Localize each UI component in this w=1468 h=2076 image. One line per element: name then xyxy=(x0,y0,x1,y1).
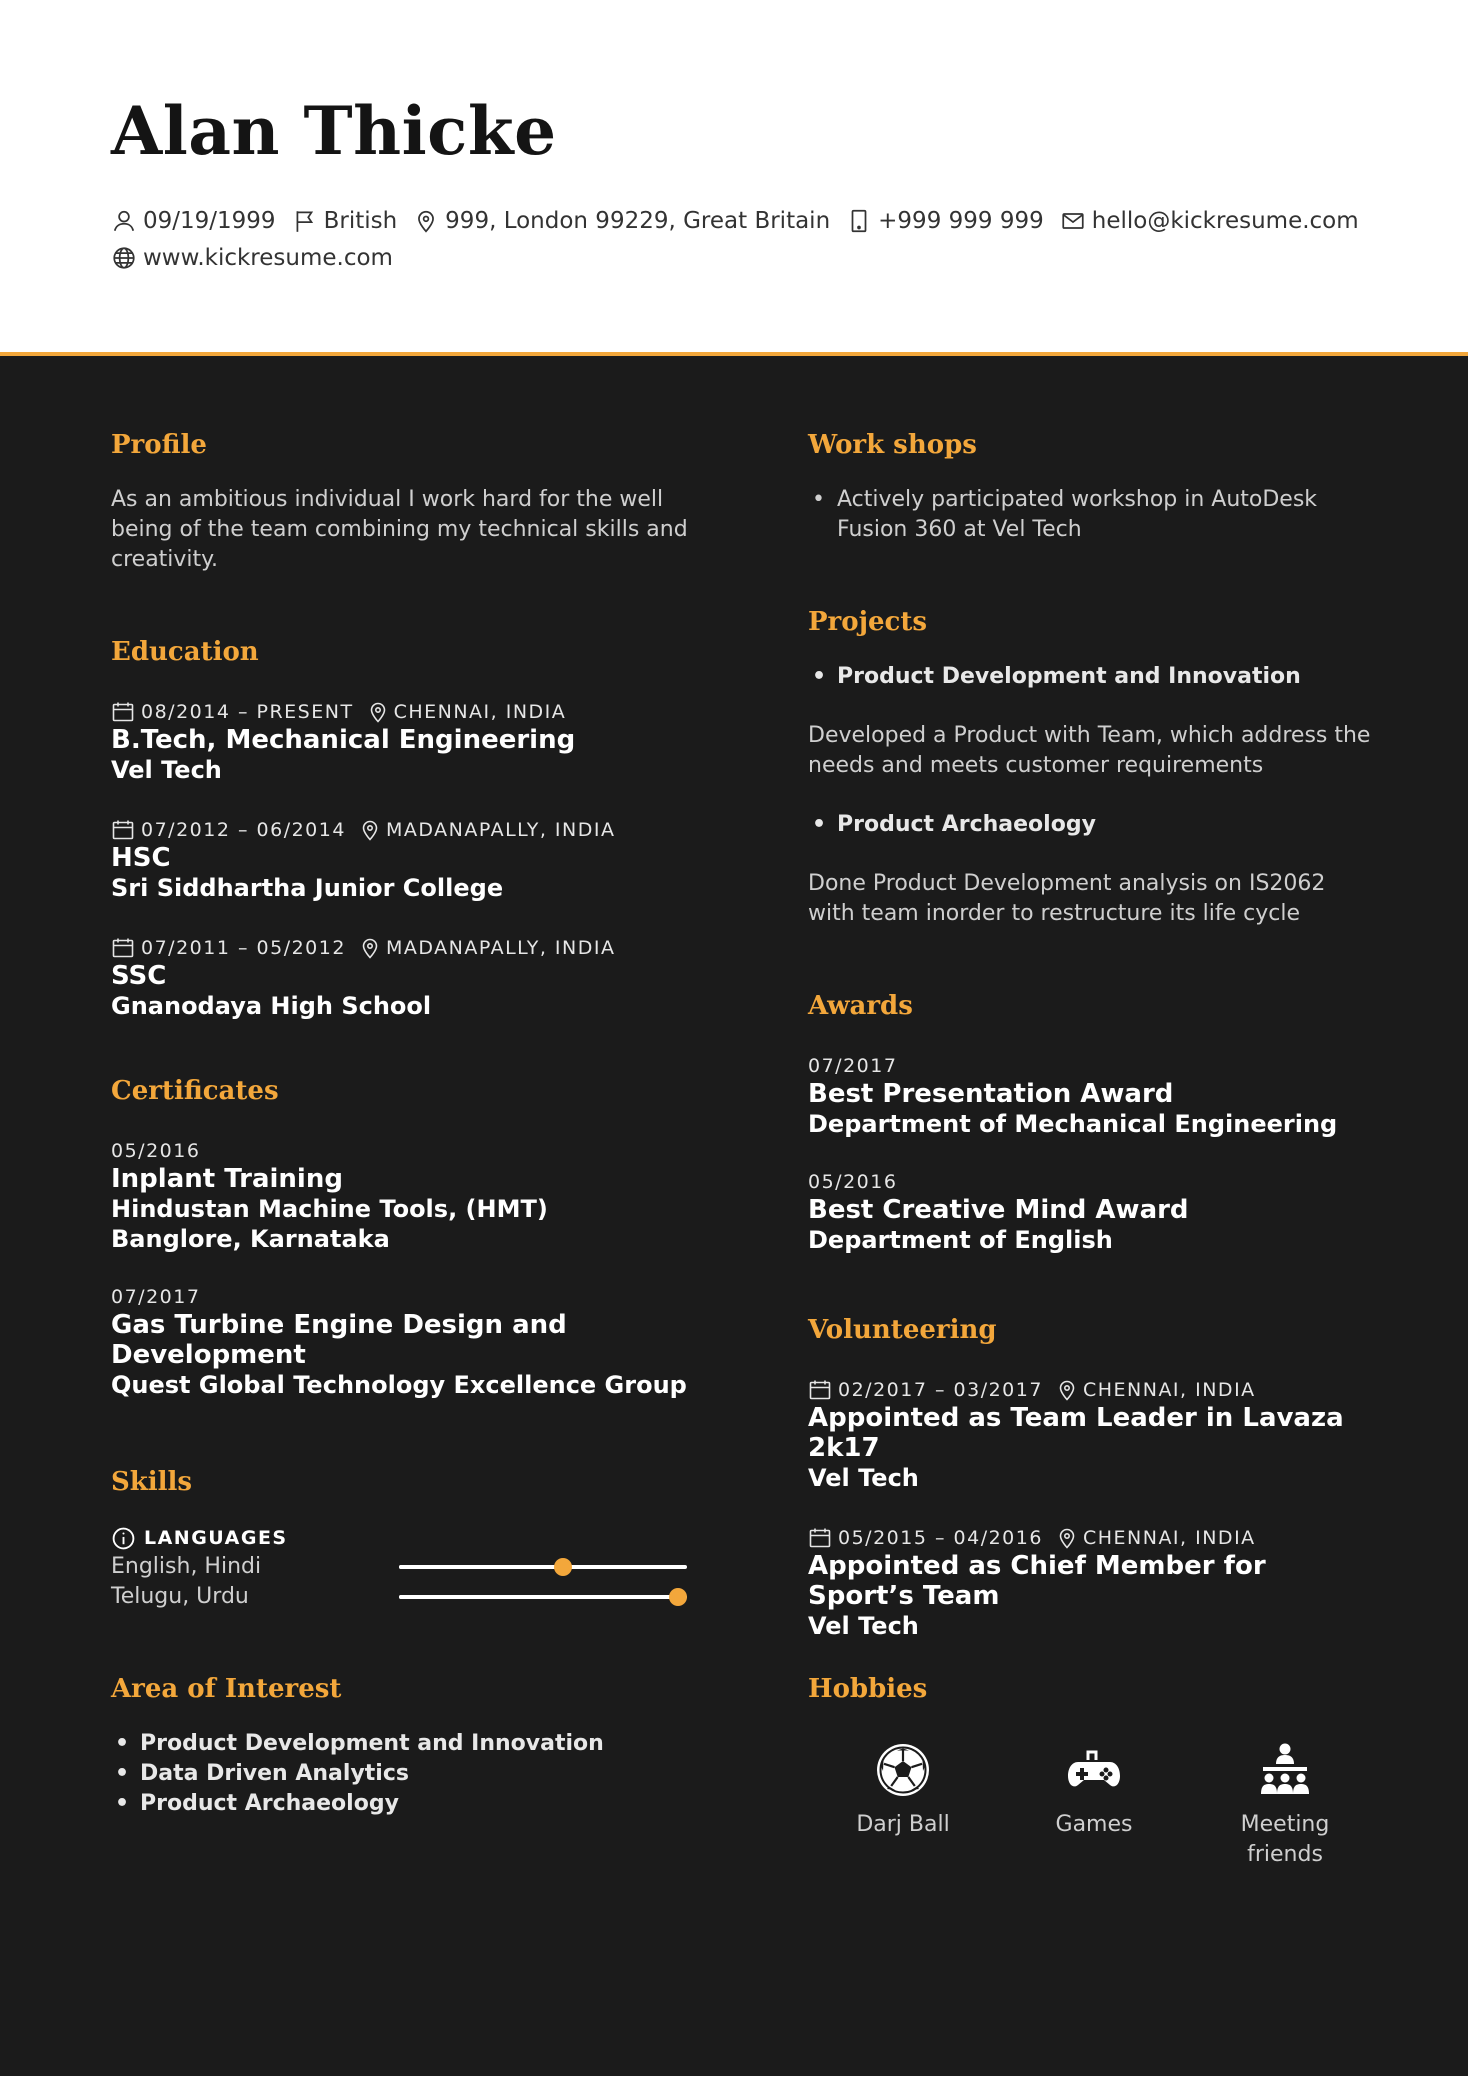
award-issuer: Department of English xyxy=(808,1226,1113,1254)
interest-item: • Data Driven Analytics xyxy=(111,1759,691,1789)
education-degree: HSC xyxy=(111,843,171,873)
education-dates: 08/2014 – PRESENT xyxy=(141,701,354,723)
certificate-date: 05/2016 xyxy=(111,1140,201,1162)
volunteering-org: Vel Tech xyxy=(808,1612,919,1640)
award-entry xyxy=(808,1053,1398,1139)
volunteering-meta xyxy=(808,1377,1398,1403)
volunteering-location: CHENNAI, INDIA xyxy=(1082,1379,1256,1401)
volunteering-dates: 05/2015 – 04/2016 xyxy=(838,1527,1043,1549)
gamepad-icon xyxy=(1064,1740,1124,1800)
skills-title: Skills xyxy=(111,1467,193,1497)
certificate-name: Inplant Training xyxy=(111,1164,343,1194)
volunteering-location: CHENNAI, INDIA xyxy=(1082,1527,1256,1549)
project-name-list xyxy=(808,810,1398,840)
envelope-icon xyxy=(1060,208,1086,234)
hobby-item xyxy=(1014,1740,1174,1840)
certificate-entry xyxy=(111,1284,691,1400)
interest-item: • Product Archaeology xyxy=(111,1789,691,1819)
education-school: Vel Tech xyxy=(111,756,222,784)
hobby-item xyxy=(1205,1740,1365,1870)
skill-row xyxy=(111,1552,691,1582)
volunteering-dates: 02/2017 – 03/2017 xyxy=(838,1379,1043,1401)
skill-category xyxy=(111,1524,691,1552)
skill-bar xyxy=(399,1595,687,1599)
person-icon xyxy=(111,208,137,234)
volunteering-title: Volunteering xyxy=(808,1315,997,1345)
project-name-list xyxy=(808,662,1398,692)
profile-text: As an ambitious individual I work hard for the well being of the team combining my technical skills and creativity. xyxy=(111,487,688,572)
calendar-icon xyxy=(111,936,135,960)
education-dates: 07/2012 – 06/2014 xyxy=(141,819,346,841)
address-text: 999, London 99229, Great Britain xyxy=(445,208,831,234)
phone-text: +999 999 999 xyxy=(878,208,1044,234)
profile-section xyxy=(111,428,691,575)
hobby-label: Darj Ball xyxy=(856,1812,950,1837)
contact-nationality xyxy=(292,208,398,234)
education-entry xyxy=(111,935,691,1021)
workshop-item: • Actively participated workshop in AutoDesk Fusion 360 at Vel Tech xyxy=(808,485,1368,545)
people-meeting-icon xyxy=(1255,1740,1315,1800)
hobby-label: Meeting friends xyxy=(1240,1812,1330,1867)
phone-icon xyxy=(846,208,872,234)
award-name: Best Presentation Award xyxy=(808,1079,1174,1109)
education-location: MADANAPALLY, INDIA xyxy=(385,937,616,959)
hobbies-section xyxy=(808,1672,1398,1940)
education-location: CHENNAI, INDIA xyxy=(393,701,567,723)
website-text[interactable]: www.kickresume.com xyxy=(143,245,393,271)
education-degree: SSC xyxy=(111,961,167,991)
hobbies-list xyxy=(808,1740,1398,1940)
birthdate-text: 09/19/1999 xyxy=(143,208,276,234)
skill-bar-fill xyxy=(399,1565,563,1569)
education-section xyxy=(111,635,691,1051)
location-pin-icon xyxy=(413,208,439,234)
certificates-section xyxy=(111,1074,691,1430)
certificate-issuer: Quest Global Technology Excellence Group xyxy=(111,1371,687,1399)
certificate-entry xyxy=(111,1138,691,1254)
award-issuer: Department of Mechanical Engineering xyxy=(808,1110,1338,1138)
education-entry xyxy=(111,699,691,785)
certificates-title: Certificates xyxy=(111,1076,279,1106)
certificate-name: Gas Turbine Engine Design and Development xyxy=(111,1310,567,1370)
interests-section xyxy=(111,1672,691,1819)
contact-address xyxy=(413,208,830,234)
contact-birthdate xyxy=(111,208,276,234)
award-entry xyxy=(808,1169,1398,1255)
volunteering-section xyxy=(808,1313,1398,1671)
volunteering-entry xyxy=(808,1377,1398,1493)
hobby-label: Games xyxy=(1055,1812,1133,1837)
flag-icon xyxy=(292,208,318,234)
project-description: Done Product Development analysis on IS2062 with team inorder to restructure its life cycle xyxy=(808,871,1326,926)
workshops-section xyxy=(808,428,1398,545)
email-text[interactable]: hello@kickresume.com xyxy=(1091,208,1359,234)
volunteering-entry xyxy=(808,1525,1398,1641)
contact-line-secondary xyxy=(111,245,409,271)
interests-list xyxy=(111,1729,691,1819)
nationality-text: British xyxy=(323,208,398,234)
volunteering-meta xyxy=(808,1525,1398,1551)
location-pin-icon xyxy=(358,818,382,842)
projects-list xyxy=(808,662,1398,929)
workshops-title: Work shops xyxy=(808,430,977,460)
interest-item: • Product Development and Innovation xyxy=(111,1729,691,1759)
project-name: • Product Archaeology xyxy=(808,810,1398,840)
projects-section xyxy=(808,605,1398,929)
location-pin-icon xyxy=(1055,1526,1079,1550)
education-title: Education xyxy=(111,637,259,667)
skill-row xyxy=(111,1582,691,1612)
certificates-list xyxy=(111,1138,691,1400)
education-school: Sri Siddhartha Junior College xyxy=(111,874,504,902)
awards-list xyxy=(808,1053,1398,1255)
education-meta xyxy=(111,699,691,725)
project-name: • Product Development and Innovation xyxy=(808,662,1398,692)
education-entry xyxy=(111,817,691,903)
profile-title: Profile xyxy=(111,430,207,460)
soccer-ball-icon xyxy=(873,1740,933,1800)
skills-section xyxy=(111,1465,691,1612)
contact-phone xyxy=(846,208,1044,234)
education-degree: B.Tech, Mechanical Engineering xyxy=(111,725,576,755)
projects-title: Projects xyxy=(808,607,928,637)
skill-name: Telugu, Urdu xyxy=(111,1584,249,1609)
education-list xyxy=(111,699,691,1021)
contact-line-primary xyxy=(111,208,1375,234)
skills-block xyxy=(111,1524,691,1612)
contact-email[interactable] xyxy=(1060,208,1359,234)
calendar-icon xyxy=(111,700,135,724)
location-pin-icon xyxy=(1055,1378,1079,1402)
calendar-icon xyxy=(111,818,135,842)
resume-header xyxy=(0,0,1468,352)
award-date: 07/2017 xyxy=(808,1055,898,1077)
location-pin-icon xyxy=(358,936,382,960)
education-dates: 07/2011 – 05/2012 xyxy=(141,937,346,959)
award-date: 05/2016 xyxy=(808,1171,898,1193)
hobbies-title: Hobbies xyxy=(808,1674,928,1704)
awards-section xyxy=(808,989,1398,1285)
skill-bar-fill xyxy=(399,1595,678,1599)
globe-icon xyxy=(111,245,137,271)
hobby-item xyxy=(823,1740,983,1840)
education-meta xyxy=(111,935,691,961)
volunteering-role: Appointed as Team Leader in Lavaza 2k17 xyxy=(808,1403,1344,1463)
volunteering-org: Vel Tech xyxy=(808,1464,919,1492)
skill-category-label: LANGUAGES xyxy=(144,1527,288,1549)
awards-title: Awards xyxy=(808,991,913,1021)
contact-website[interactable] xyxy=(111,245,393,271)
workshops-list xyxy=(808,485,1368,545)
certificate-date: 07/2017 xyxy=(111,1286,201,1308)
volunteering-role: Appointed as Chief Member for Sport’s Team xyxy=(808,1551,1266,1611)
calendar-icon xyxy=(808,1378,832,1402)
candidate-name: Alan Thicke xyxy=(111,92,557,170)
skill-name: English, Hindi xyxy=(111,1554,262,1579)
education-location: MADANAPALLY, INDIA xyxy=(385,819,616,841)
location-pin-icon xyxy=(366,700,390,724)
calendar-icon xyxy=(808,1526,832,1550)
certificate-issuer: Hindustan Machine Tools, (HMT) Banglore, Karnataka xyxy=(111,1195,548,1253)
education-school: Gnanodaya High School xyxy=(111,992,432,1020)
resume-body xyxy=(0,356,1468,2076)
volunteering-list xyxy=(808,1377,1398,1641)
skill-bar xyxy=(399,1565,687,1569)
award-name: Best Creative Mind Award xyxy=(808,1195,1189,1225)
project-description: Developed a Product with Team, which address the needs and meets customer requirements xyxy=(808,723,1371,778)
education-meta xyxy=(111,817,691,843)
interests-title: Area of Interest xyxy=(111,1674,342,1704)
info-icon xyxy=(111,1526,136,1551)
